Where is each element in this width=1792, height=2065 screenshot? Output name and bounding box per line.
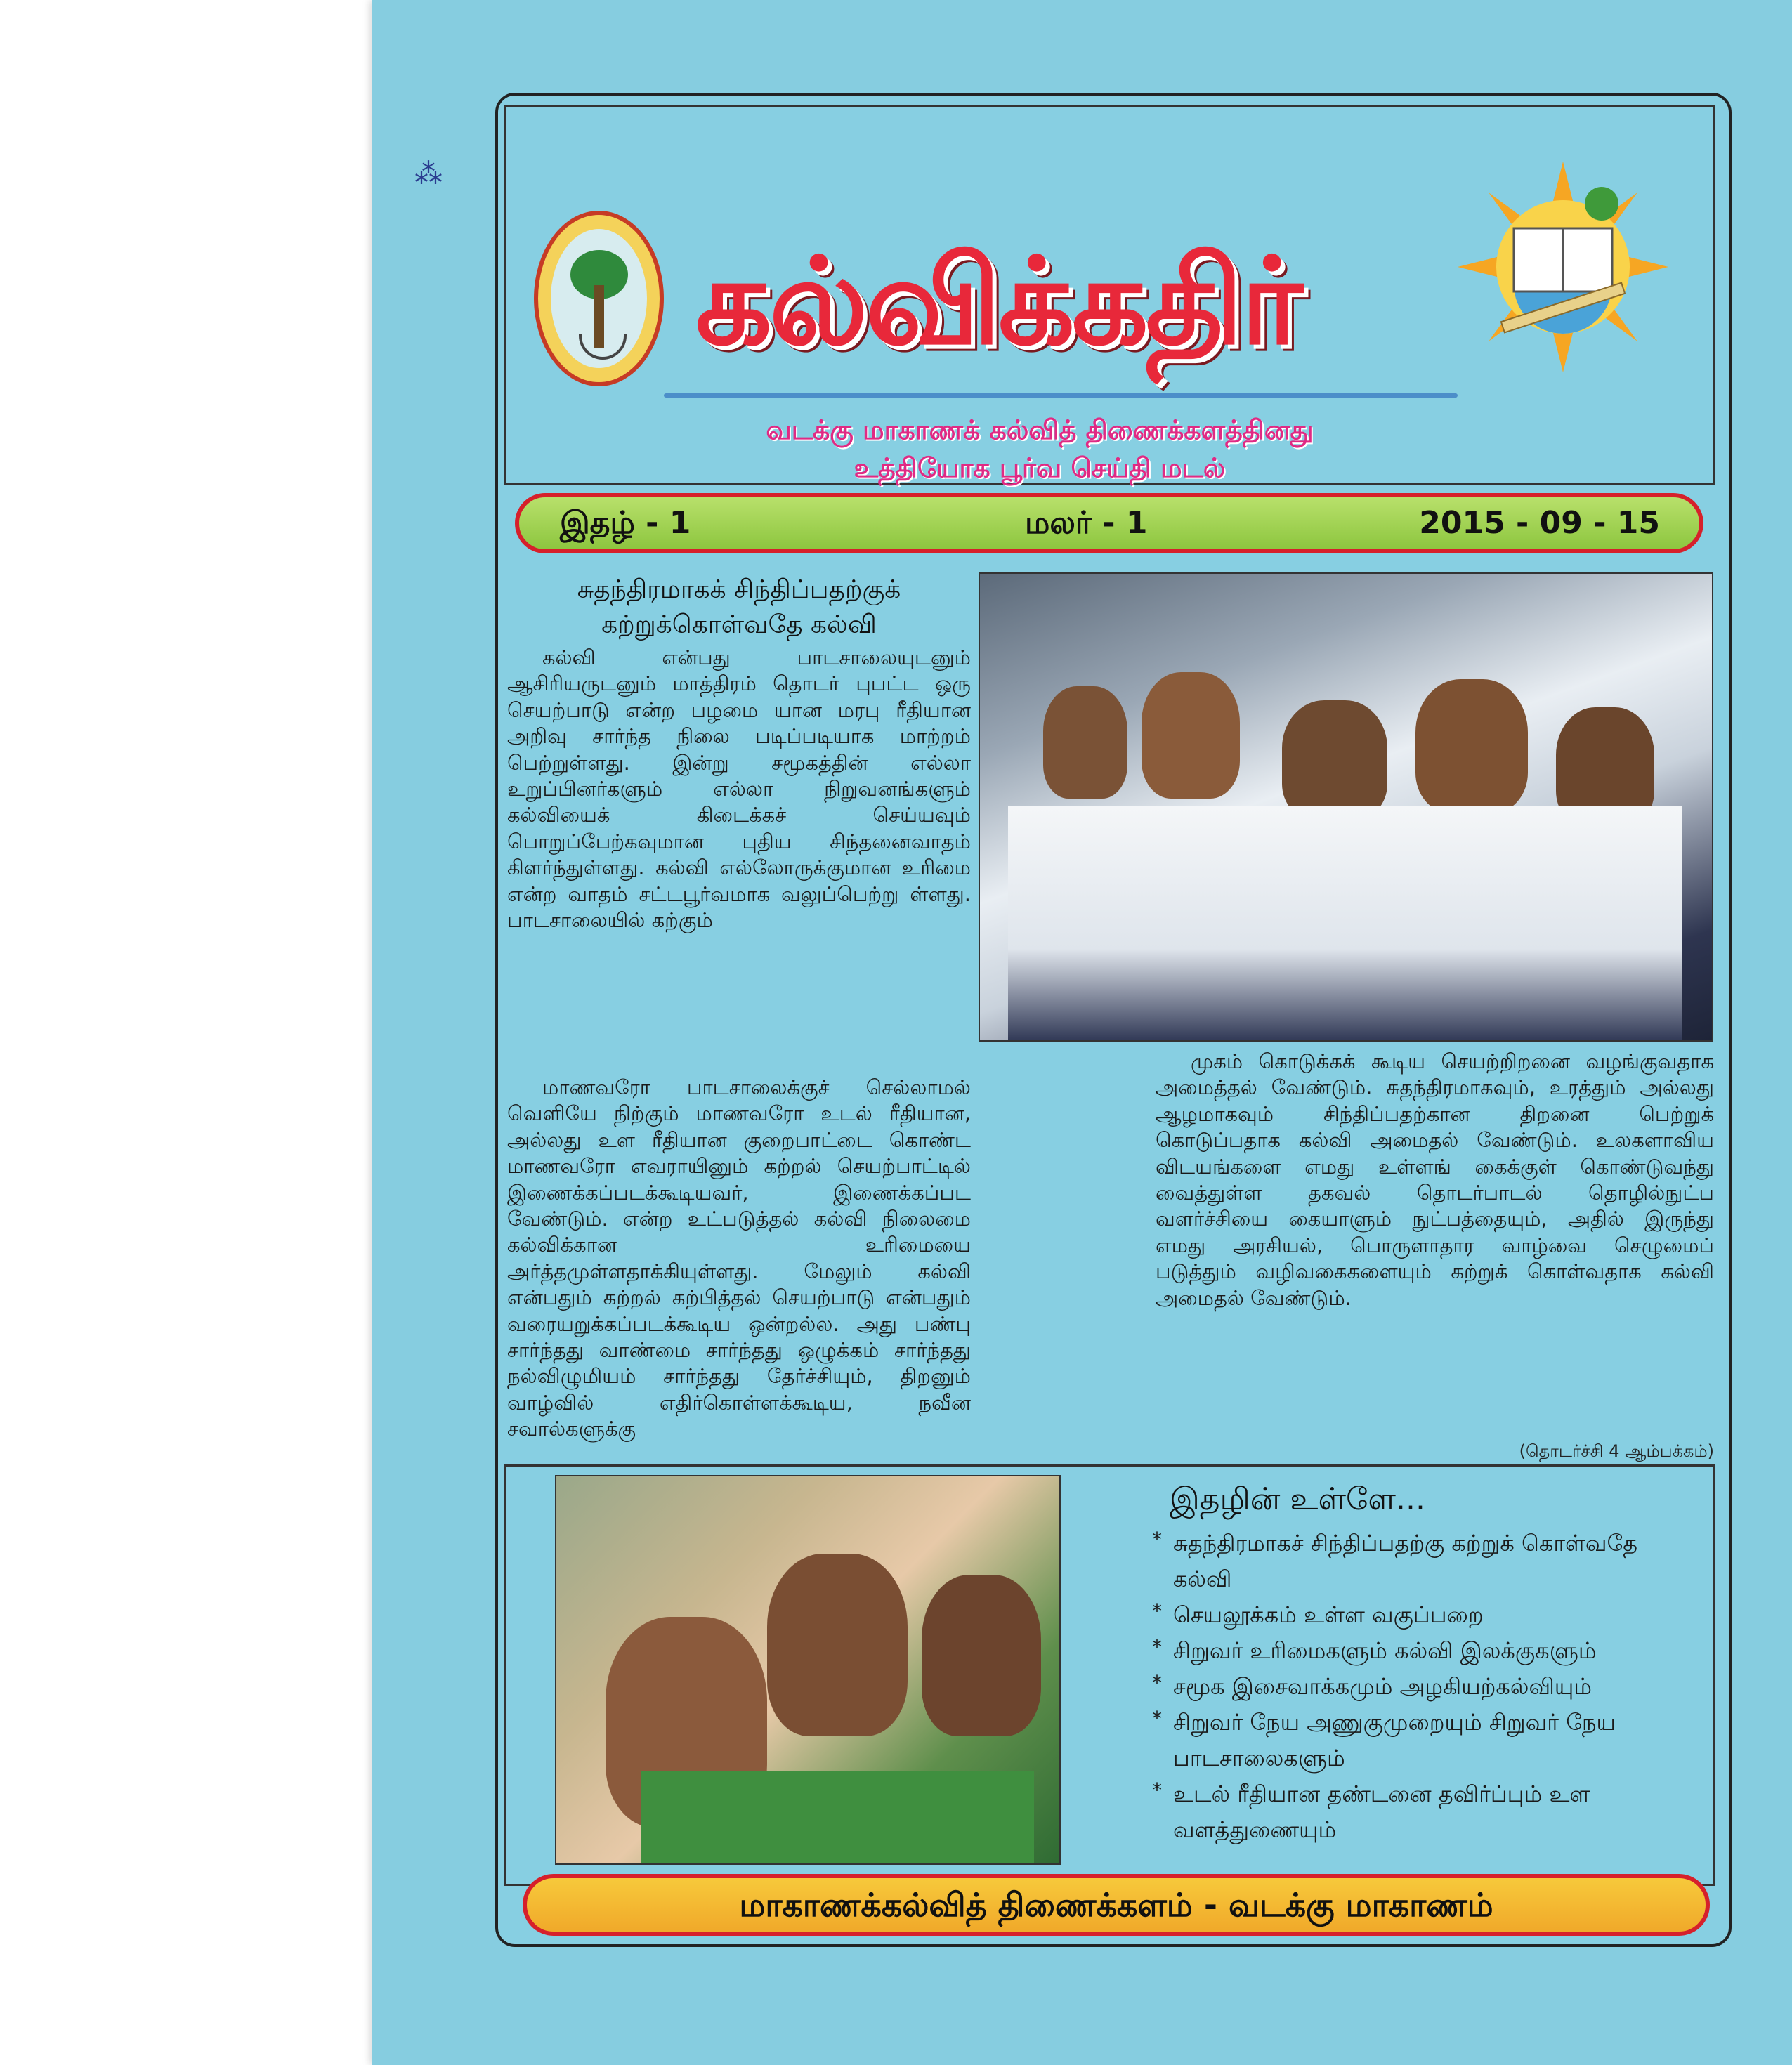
article-column-2 [1156, 1049, 1714, 1311]
headline-line-2: கற்றுக்கொள்வதே கல்வி [601, 610, 877, 639]
sun-globe-book-icon [1458, 162, 1668, 372]
article-column-1-bottom [507, 1075, 971, 1443]
list-item: * உடல் ரீதியான தண்டனை தவிர்ப்பும் உள வளத்துணையும் [1152, 1778, 1590, 1843]
list-item: * சிறுவர் நேய அணுகுமுறையும் சிறுவர் நேய பாடசாலைகளும் [1152, 1707, 1616, 1771]
issue-number: இதழ் - 1 [560, 505, 691, 541]
article-paragraph-2: மாணவரோ பாடசாலைக்குச் செல்லாமல் வெளியே நிற்கும் மாணவரோ உடல் ரீதியான, அல்லது உள ரீதியான குறைபாட்டை கொண்ட மாணவரோ எவராயினும் கற்றல் செயற்பாட்டில் இணைக்கப்படக்கூடியவர், இணைக்கப்பட வேண்டும். என்ற உட்படுத்தல் கல்வி நிலைமை கல்விக்கான உரிமையை அர்த்தமுள்ளதாக்கியுள்ளது. மேலும் கல்வி என்பதும் கற்றல் கற்பித்தல் செயற்பாடு என்பதும் வரையறுக்கப்படக்கூடிய ஒன்றல்ல. அது பண்பு சார்ந்தது வாண்மை சார்ந்தது ஒழுக்கம் சார்ந்தது நல்விழுமியம் சார்ந்தது தேர்ச்சியும், திறனும் வாழ்வில் எதிர்கொள்ளக்கூடிய, நவீன சவால்களுக்கு [507, 1075, 971, 1441]
footer-department-bar: மாகாணக்கல்வித் திணைக்களம் - வடக்கு மாகாணம் [523, 1874, 1710, 1936]
subtitle-line-1: வடக்கு மாகாணக் கல்வித் திணைக்களத்தினது [766, 414, 1314, 445]
college-emblem-icon [534, 211, 664, 386]
list-item: * செயலூக்கம் உள்ள வகுப்பறை [1152, 1599, 1484, 1628]
article-paragraph-1: கல்வி என்பது பாடசாலையுடனும் ஆசிரியருடனும் மாத்திரம் தொடர் புபட்ட ஒரு செயற்பாடு என்ற பழமை யான மரபு ரீதியான அறிவு சார்ந்த நிலை படிப்படியாக மாற்றம் பெற்றுள்ளது. இன்று சமூகத்தின் எல்லா உறுப்பினர்களும் எல்லா நிறுவனங்களும் கல்வியைக் கிடைக்கச் செய்யவும் பொறுப்பேற்கவுமான புதிய சிந்தனைவாதம் கிளர்ந்துள்ளது. கல்வி எல்லோருக்குமான உரிமை என்ற வாதம் சட்டபூர்வமாக வலுப்பெற்று ள்ளது. பாடசாலையில் கற்கும் [507, 645, 971, 933]
list-item: * சுதந்திரமாகச் சிந்திப்பதற்கு கற்றுக் கொள்வதே கல்வி [1152, 1528, 1638, 1592]
volume-number: மலர் - 1 [1025, 505, 1148, 541]
article-headline [507, 572, 971, 643]
children-smiling-photo [555, 1475, 1061, 1865]
article-paragraph-3: முகம் கொடுக்கக் கூடிய செயற்றிறனை வழங்குவதாக அமைத்தல் வேண்டும். சுதந்திரமாகவும், உரத்தும் அல்லது ஆழமாகவும் சிந்திப்பதற்கான திறனை பெற்றுக் கொடுப்பதாக கல்வி அமைதல் வேண்டும். உலகளாவிய விடயங்களை எமது உள்ளங் கைக்குள் கொண்டுவந்து வைத்துள்ள தகவல் தொடர்பாடல் தொழில்நுட்ப வளர்ச்சியை கையாளும் நுட்பத்தையும், அதில் இருந்து எமது அரசியல், பொருளாதார வாழ்வை செழுமைப் படுத்தும் வழிவகைகளையும் கற்றுக் கொள்வதாக கல்வி அமைதல் வேண்டும். [1156, 1049, 1714, 1310]
list-item: * சமூக இசைவாக்கமும் அழகியற்கல்வியும் [1152, 1671, 1592, 1700]
subtitle-line-2: உத்தியோக பூர்வ செய்தி மடல் [854, 452, 1226, 483]
masthead-subtitle [632, 411, 1447, 487]
headline-line-1: சுதந்திரமாகக் சிந்திப்பதற்குக் [577, 575, 901, 604]
issue-date: 2015 - 09 - 15 [1419, 505, 1660, 541]
inside-contents-list [1152, 1526, 1700, 1848]
students-waving-photo [979, 572, 1713, 1042]
list-item: * சிறுவர் உரிமைகளும் கல்வி இலக்குகளும் [1152, 1635, 1597, 1664]
article-column-1-top [507, 645, 971, 933]
title-swoosh [664, 393, 1458, 398]
issue-info-bar [515, 493, 1703, 553]
pen-mark-icon: ⁂ [414, 158, 443, 190]
newsletter-title: கல்விக்கதிர் [695, 232, 1300, 372]
continued-note: (தொடர்ச்சி 4 ஆம்பக்கம்) [1519, 1441, 1714, 1461]
inside-contents-title: இதழின் உள்ளே... [1170, 1481, 1425, 1517]
